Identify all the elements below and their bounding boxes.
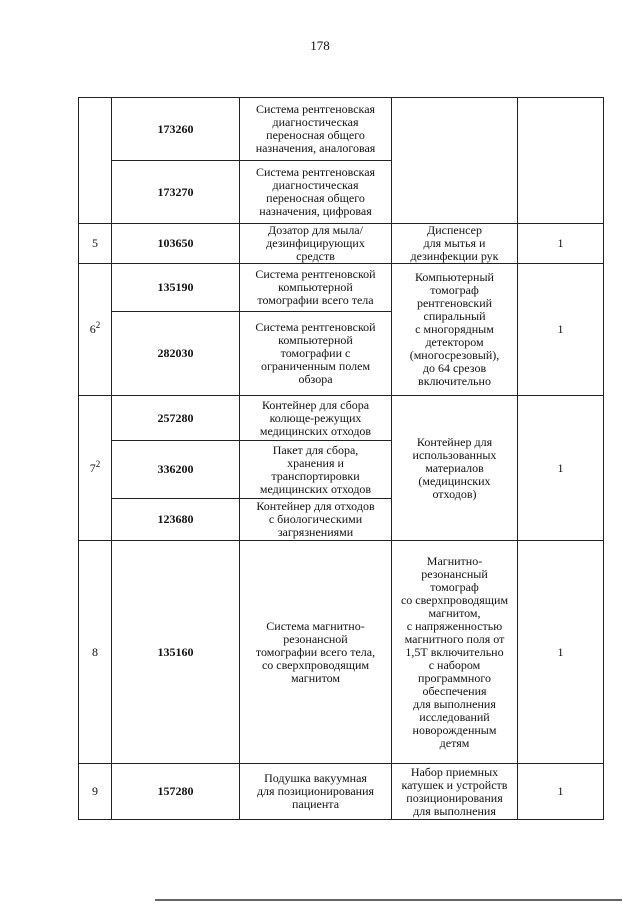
table-row	[79, 764, 604, 820]
category-cell	[392, 764, 518, 820]
equipment-name: Система рентгеновская диагностическая переносная общего назначения, цифровая	[255, 165, 376, 218]
category-cell	[392, 224, 518, 264]
equipment-code: 103650	[112, 224, 240, 264]
equipment-name-cell	[240, 396, 392, 441]
equipment-name-cell	[240, 98, 392, 161]
equipment-name-cell	[240, 441, 392, 499]
quantity: 1	[518, 764, 604, 820]
equipment-name: Контейнер для сбора колюще-режущих медицинских отходов	[259, 397, 372, 438]
equipment-code: 123680	[112, 499, 240, 541]
category-name: Магнитно- резонансный томограф со сверхпроводящим магнитом, с напряженностью магнитного поля от 1,5Т включительно с набором программного обеспечения для выполнения исследований новорожденным детям	[400, 553, 509, 750]
equipment-name-cell	[240, 541, 392, 764]
table-row	[79, 396, 604, 441]
equipment-code: 157280	[112, 764, 240, 820]
row-number-cell	[79, 764, 112, 820]
row-number-cell	[79, 224, 112, 264]
table-row	[79, 98, 604, 161]
category-name: Набор приемных катушек и устройств позиционирования для выполнения	[401, 764, 508, 818]
quantity	[518, 98, 604, 224]
equipment-name-cell	[240, 764, 392, 820]
row-number-cell	[79, 541, 112, 764]
row-number: 6	[89, 322, 96, 336]
row-number-superscript: 2	[95, 320, 101, 330]
equipment-code: 173270	[112, 161, 240, 224]
equipment-table	[78, 97, 604, 820]
category-name: Компьютерный томограф рентгеновский спиральный с многорядным детектором (многосрезовый), до 64 срезов включительно	[409, 270, 500, 388]
equipment-name: Подушка вакуумная для позиционирования пациента	[256, 771, 375, 811]
table-row	[79, 224, 604, 264]
equipment-code: 282030	[112, 312, 240, 396]
row-number-cell	[79, 264, 112, 396]
equipment-code: 173260	[112, 98, 240, 161]
equipment-name: Контейнер для отходов с биологическими загрязнениями	[256, 499, 375, 539]
row-number: 5	[92, 236, 98, 250]
equipment-name: Дозатор для мыла/ дезинфицирующих средств	[266, 223, 365, 263]
equipment-code: 135160	[112, 541, 240, 764]
row-number-cell	[79, 396, 112, 541]
quantity: 1	[518, 224, 604, 264]
quantity: 1	[518, 264, 604, 396]
equipment-code: 257280	[112, 396, 240, 441]
equipment-code: 336200	[112, 441, 240, 499]
equipment-name-cell	[240, 224, 392, 264]
row-number: 7	[89, 460, 96, 475]
equipment-name: Пакет для сбора, хранения и транспортировки медицинских отходов	[259, 442, 372, 496]
category-cell	[392, 396, 518, 541]
table-row	[79, 264, 604, 312]
equipment-name: Система магнитно- резонансной томографии всего тела, со сверхпроводящим магнитом	[255, 618, 376, 685]
equipment-code: 135190	[112, 264, 240, 312]
equipment-name: Система рентгеновской компьютерной томографии всего тела	[255, 267, 376, 307]
row-number-superscript: 2	[95, 458, 101, 469]
row-number-cell	[79, 98, 112, 224]
category-cell	[392, 264, 518, 396]
equipment-name-cell	[240, 264, 392, 312]
table-row	[79, 541, 604, 764]
equipment-name: Система рентгеновская диагностическая переносная общего назначения, аналоговая	[255, 102, 376, 155]
bottom-rule	[155, 899, 622, 901]
category-name: Диспенсер для мытья и дезинфекции рук	[410, 223, 499, 263]
row-number: 8	[92, 644, 98, 659]
quantity: 1	[518, 541, 604, 764]
category-name: Контейнер для использованных материалов (медицинских отходов)	[412, 434, 497, 501]
quantity: 1	[518, 396, 604, 541]
row-number: 9	[92, 784, 98, 798]
equipment-name: Система рентгеновской компьютерной томографии с ограниченным полем обзора	[255, 320, 376, 386]
equipment-name-cell	[240, 499, 392, 541]
page-number: 178	[310, 38, 330, 53]
equipment-name-cell	[240, 161, 392, 224]
category-cell	[392, 541, 518, 764]
equipment-name-cell	[240, 312, 392, 396]
category-cell	[392, 98, 518, 224]
